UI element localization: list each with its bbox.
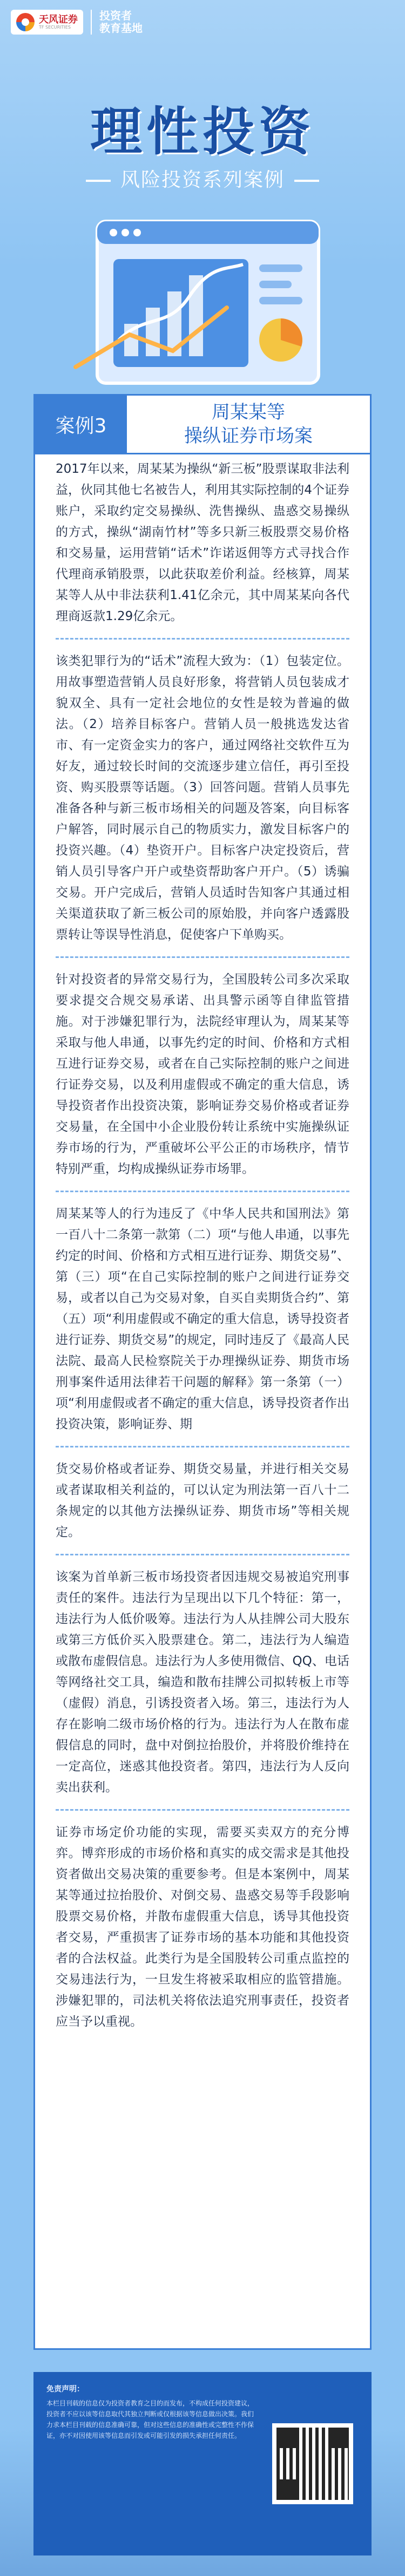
edu-base [91, 10, 143, 35]
footer [33, 2372, 372, 2555]
qr-code-area [267, 2384, 359, 2544]
case-tag: 案例3 [35, 396, 127, 453]
divider [56, 946, 349, 969]
logo-subtext: TF SECURITIES [39, 24, 71, 30]
paragraph-1: 2017年以来，周某某为操纵“新三板”股票谋取非法利益，伙同其他七名被告人，利用其实际控制的4个证券账户，采取约定交易操纵、洗售操纵、蛊惑交易操纵的方式，操纵“湖南竹材”等多只新三板股票交易价格和交易量，运用营销“话术”诈诺返佣等方式寻找合作代理商承销股票，以此获取差价利益。经核算，周某某等人从中非法获利1.41亿余元，其中周某某向各代理商返款1.29亿余元。 [56, 462, 349, 623]
paragraph-3: 针对投资者的异常交易行为，全国股转公司多次采取要求提交合规交易承诺、出具警示函等自律监管措施。对于涉嫌犯罪行为，法院经审理认为，周某某等采取与他人串通，以事先约定的时间、价格和方式相互进行证券交易，或者在自己实际控制的账户之间进行证券交易，以及利用虚假或不确定的重大信息，诱导投资者作出投资决策，影响证券交易价格或者证券交易量，在全国中小企业股份转让系统中实施操纵证券市场的行为，严重破坏公平公正的市场秩序，情节特别严重，均构成操纵证券市场罪。 [56, 973, 349, 1176]
paragraph-5: 货交易价格或者证券、期货交易量，并进行相关交易或者谋取相关利益的，可以认定为刑法第一百八十二条规定的以其他方法操纵证券、期货市场”等相关规定。 [56, 1462, 349, 1539]
page-subtitle [0, 165, 405, 192]
dash-left [86, 180, 111, 182]
chart-window-illustration [65, 205, 346, 399]
divider [56, 1543, 349, 1567]
divider [56, 1798, 349, 1822]
dash-right [294, 180, 319, 182]
divider [56, 1435, 349, 1459]
case-title-line1: 周某某等 [212, 401, 285, 423]
paragraph-6: 该案为首单新三板市场投资者因违规交易被追究刑事责任的案件。违法行为呈现出以下几个特征：第一，违法行为人低价吸筹。违法行为人从挂牌公司大股东或第三方低价买入股票建仓。第二，违法行为人编造或散布虚假信息。违法行为人多使用微信、QQ、电话等网络社交工具，编造和散布挂牌公司拟转板上市等（虚假）消息，引诱投资者入场。第三，违法行为人存在影响二级市场价格的行为。违法行为人在散布虚假信息的同时，盘中对倒拉抬股价，并将股价维持在一定高位，迷惑其他投资者。第四，违法行为人反向卖出获利。 [56, 1570, 349, 1795]
divider [56, 1180, 349, 1204]
header-bar [11, 10, 143, 35]
paragraph-7: 证券市场定价功能的实现，需要买卖双方的充分博弈。博弈形成的市场价格和真实的成交需求是其他投资者做出交易决策的重要参考。但是本案例中，周某某等通过拉抬股价、对倒交易、蛊惑交易等手段影响股票交易价格，并散布虚假重大信息，诱导其他投资者交易，严重损害了证券市场的基本功能和其他投资者的合法权益。此类行为是全国股转公司重点监控的交易违法行为，一旦发生将被采取相应的监管措施。涉嫌犯罪的，司法机关将依法追究刑事责任，投资者应当予以重视。 [56, 1825, 349, 2029]
brand-logo [11, 10, 83, 35]
paragraph-2: 该类犯罪行为的“话术”流程大致为：（1）包装定位。用故事塑造营销人员良好形象，将营销人员包装成才貌双全、具有一定社会地位的女性是较为普遍的做法。（2）培养目标客户。营销人员一般挑选发达省市、有一定资金实力的客户，通过网络社交软件互为好友，通过较长时间的交流逐步建立信任，再引至投资、购买股票等话题。（3）回答问题。营销人员事先准备各种与新三板市场相关的问题及答案，向目标客户解答，同时展示自己的物质实力，激发目标客户的投资兴趣。（4）垫资开户。目标客户决定投资后，营销人员引导客户开户或垫资帮助客户开户。（5）诱骗交易。开户完成后，营销人员适时告知客户其通过相关渠道获取了新三板公司的原始股，并向客户透露股票转让等误导性消息，促使客户下单购买。 [56, 654, 349, 942]
disclaimer-text: 本栏目刊载的信息仅为投资者教育之目的而发布，不构成任何投资建议，投资者不应以该等信息取代其独立判断或仅根据该等信息做出决策。我们力求本栏目刊载的信息准确可靠，但对这些信息的准确性或完整性不作保证，亦不对因使用该等信息而引发或可能引发的损失承担任何责任。 [46, 2400, 254, 2439]
content-card [33, 454, 372, 2350]
edu-title-line2: 教育基地 [99, 22, 143, 35]
divider [56, 627, 349, 651]
qr-code-icon [272, 2423, 353, 2504]
page-title: 理性投资 [90, 101, 315, 162]
edu-title-line1: 投资者 [99, 9, 132, 22]
logo-text: 天风证券 [39, 13, 78, 25]
disclaimer [46, 2384, 257, 2544]
disclaimer-heading: 免责声明： [46, 2385, 84, 2394]
case-banner [33, 394, 372, 454]
case-title [127, 396, 370, 453]
paragraph-4: 周某某等人的行为违反了《中华人民共和国刑法》第一百八十二条第一款第（二）项“与他人串通，以事先约定的时间、价格和方式相互进行证券、期货交易”、第（三）项“在自己实际控制的账户之间进行证券交易，或者以自己为交易对象，自买自卖期货合约”、第（五）项“利用虚假或不确定的重大信息，诱导投资者进行证券、期货交易”的规定，同时违反了《最高人民法院、最高人民检察院关于办理操纵证券、期货市场刑事案件适用法律若干问题的解释》第一条第（一）项“利用虚假或者不确定的重大信息，诱导投资者作出投资决策，影响证券、期 [56, 1207, 349, 1431]
subtitle-text: 风险投资系列案例 [120, 169, 285, 191]
logo-icon [16, 13, 35, 31]
case-title-line2: 操纵证券市场案 [184, 425, 313, 447]
